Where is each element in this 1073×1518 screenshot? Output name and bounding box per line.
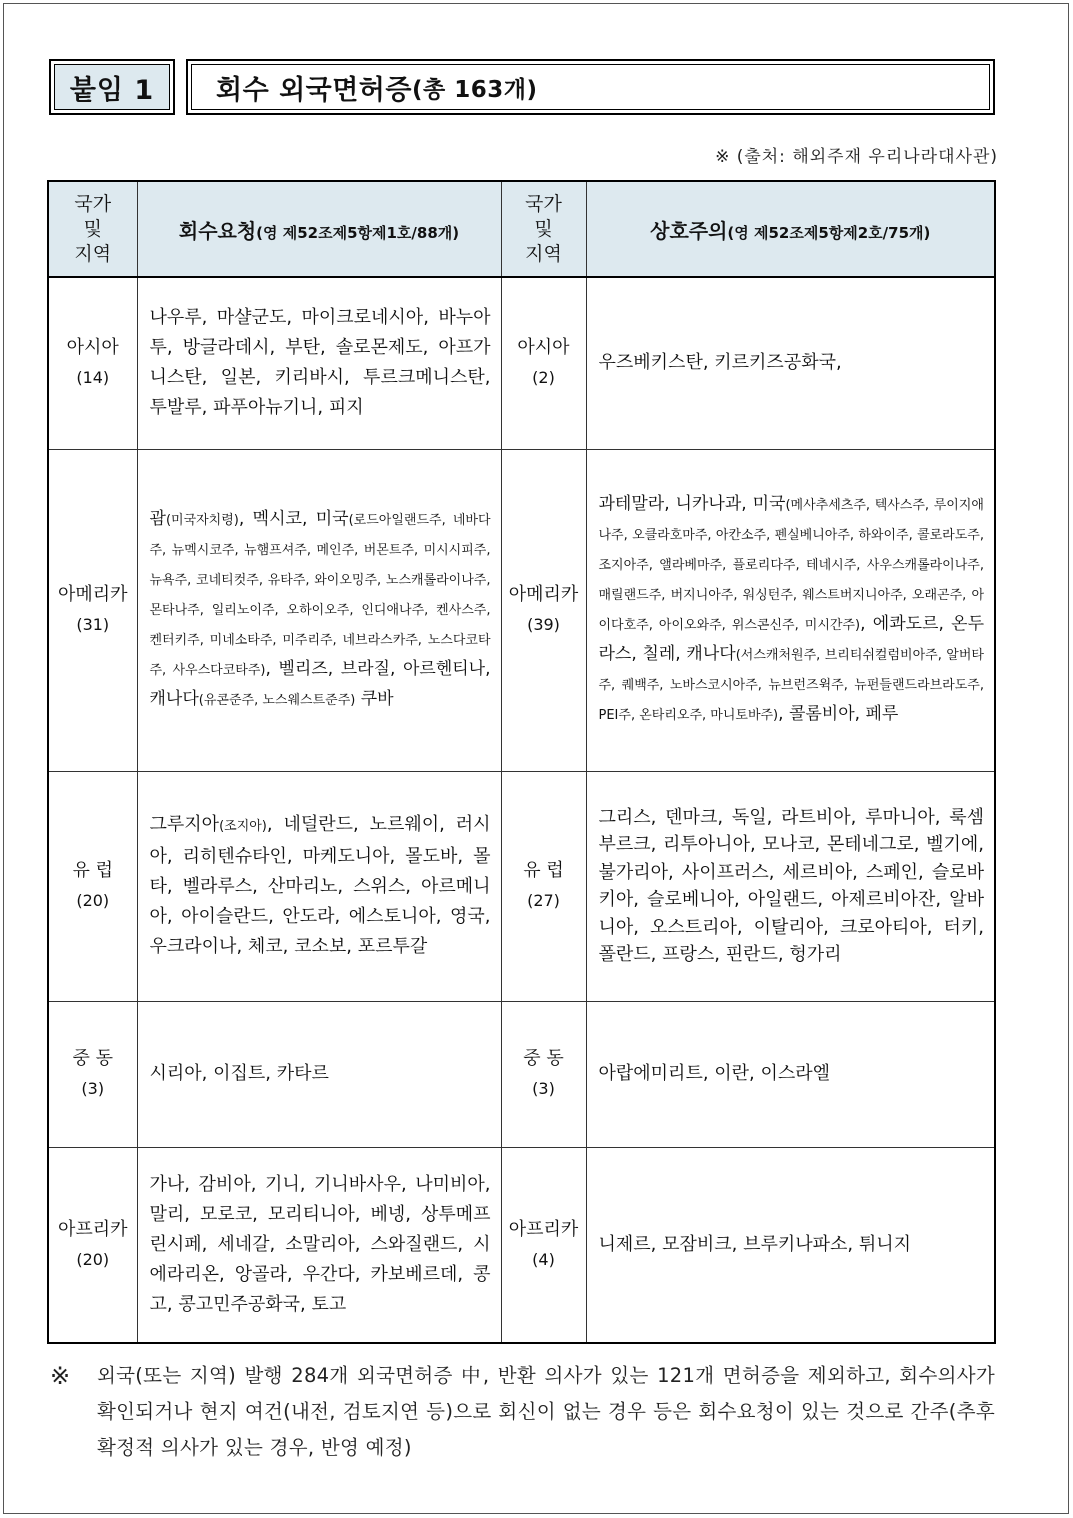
region-cell: 아메리카 (31) bbox=[48, 449, 137, 771]
recall-list: 괌(미국자치령), 멕시코, 미국(로드아일랜드주, 네바다주, 뉴멕시코주, 뉴햄프셔주, 메인주, 버몬트주, 미시시피주, 뉴욕주, 코네티컷주, 유타주, 와이오밍주, 노스캐롤라이나주, 몬타나주, 일리노이주, 오하이오주, 인디애나주, 켄사스주, 켄터키주, 미네소타주, 미주리주, 네브라스카주, 노스다코타주, 사우스다코타주), 벨리즈, 브라질, 아르헨티나, 캐나다(유콘준주, 노스웨스트준주) 쿠바 bbox=[137, 449, 501, 771]
title-box bbox=[186, 59, 995, 115]
mutual-list: 그리스, 덴마크, 독일, 라트비아, 루마니아, 룩셈부르크, 리투아니아, 모나코, 몬테네그로, 벨기에, 불가리아, 사이프러스, 세르비아, 스페인, 슬로바키아, 슬로베니아, 아일랜드, 아제르비아잔, 알바니아, 오스트리아, 이탈리아, 크로아티아, 터키, 폴란드, 프랑스, 핀란드, 헝가리 bbox=[586, 771, 995, 1001]
mutual-list: 아랍에미리트, 이란, 이스라엘 bbox=[586, 1001, 995, 1147]
title-row bbox=[49, 59, 996, 115]
table-row-middle-east bbox=[48, 1001, 995, 1147]
table-row-africa bbox=[48, 1147, 995, 1343]
table-header-row bbox=[48, 181, 995, 277]
region-cell: 중 동 (3) bbox=[48, 1001, 137, 1147]
footnote bbox=[50, 1358, 995, 1466]
region-cell: 아시아 (2) bbox=[501, 277, 586, 449]
recall-list: 나우루, 마샬군도, 마이크로네시아, 바누아투, 방글라데시, 부탄, 솔로몬제도, 아프가니스탄, 일본, 키리바시, 투르크메니스탄, 투발루, 파푸아뉴기니, 피지 bbox=[137, 277, 501, 449]
region-cell: 아프리카 (4) bbox=[501, 1147, 586, 1343]
page-title-count: (총 163개) bbox=[411, 76, 538, 103]
table-row-asia bbox=[48, 277, 995, 449]
region-cell: 아시아 (14) bbox=[48, 277, 137, 449]
source-note: ※ (출처: 해외주재 우리나라대사관) bbox=[715, 147, 998, 167]
header-mutual: 상호주의(영 제52조제5항제2호/75개) bbox=[586, 181, 995, 277]
region-cell: 유 럽 (27) bbox=[501, 771, 586, 1001]
header-recall: 회수요청(영 제52조제5항제1호/88개) bbox=[137, 181, 501, 277]
mutual-list: 우즈베키스탄, 키르키즈공화국, bbox=[586, 277, 995, 449]
footnote-text: 외국(또는 지역) 발행 284개 외국면허증 中, 반환 의사가 있는 121개 면허증을 제외하고, 회수의사가 확인되거나 현지 여건(내전, 검토지연 등)으로 회신이 없는 경우 등은 회수요청이 있는 것으로 간주(추후 확정적 의사가 있는 경우, 반영 예정) bbox=[97, 1364, 995, 1459]
table-row-americas bbox=[48, 449, 995, 771]
recall-list: 그루지아(조지아), 네덜란드, 노르웨이, 러시아, 리히텐슈타인, 마케도니아, 몰도바, 몰타, 벨라루스, 산마리노, 스위스, 아르메니아, 아이슬란드, 안도라, 에스토니아, 영국, 우크라이나, 체코, 코소보, 포르투갈 bbox=[137, 771, 501, 1001]
page-title bbox=[191, 64, 990, 110]
mutual-list: 니제르, 모잠비크, 브루키나파소, 튀니지 bbox=[586, 1147, 995, 1343]
footnote-mark: ※ bbox=[50, 1362, 71, 1390]
attachment-tag bbox=[49, 59, 175, 115]
header-region-left: 국가 및 지역 bbox=[48, 181, 137, 277]
region-cell: 아메리카 (39) bbox=[501, 449, 586, 771]
license-table bbox=[47, 180, 996, 1344]
header-region-right: 국가 및 지역 bbox=[501, 181, 586, 277]
attachment-tag-label: 붙임 1 bbox=[54, 64, 170, 110]
table-row-europe bbox=[48, 771, 995, 1001]
recall-list: 가나, 감비아, 기니, 기니바사우, 나미비아, 말리, 모로코, 모리티니아, 베넹, 상투메프린시페, 세네갈, 소말리아, 스와질랜드, 시에라리온, 앙골라, 우간다, 카보베르데, 콩고, 콩고민주공화국, 토고 bbox=[137, 1147, 501, 1343]
mutual-list: 과테말라, 니카나과, 미국(메사추세츠주, 텍사스주, 루이지애나주, 오클라호마주, 아칸소주, 펜실베니아주, 하와이주, 콜로라도주, 조지아주, 앨라베마주, 플로리다주, 테네시주, 사우스캐롤라이나주, 매릴랜드주, 버지니아주, 워싱턴주, 웨스트버지니아주, 오래곤주, 아이다호주, 아이오와주, 위스콘신주, 미시간주), 에콰도르, 온두라스, 칠레, 캐나다(서스캐처원주, 브리티쉬컬럼비아주, 알버타주, 퀘백주, 노바스코시아주, 뉴브런즈윅주, 뉴펀들랜드라브라도주, PEI주, 온타리오주, 마니토바주), 콜롬비아, 페루 bbox=[586, 449, 995, 771]
region-cell: 중 동 (3) bbox=[501, 1001, 586, 1147]
page-title-text: 회수 외국면허증 bbox=[216, 74, 412, 106]
region-cell: 유 럽 (20) bbox=[48, 771, 137, 1001]
recall-list: 시리아, 이집트, 카타르 bbox=[137, 1001, 501, 1147]
region-cell: 아프리카 (20) bbox=[48, 1147, 137, 1343]
